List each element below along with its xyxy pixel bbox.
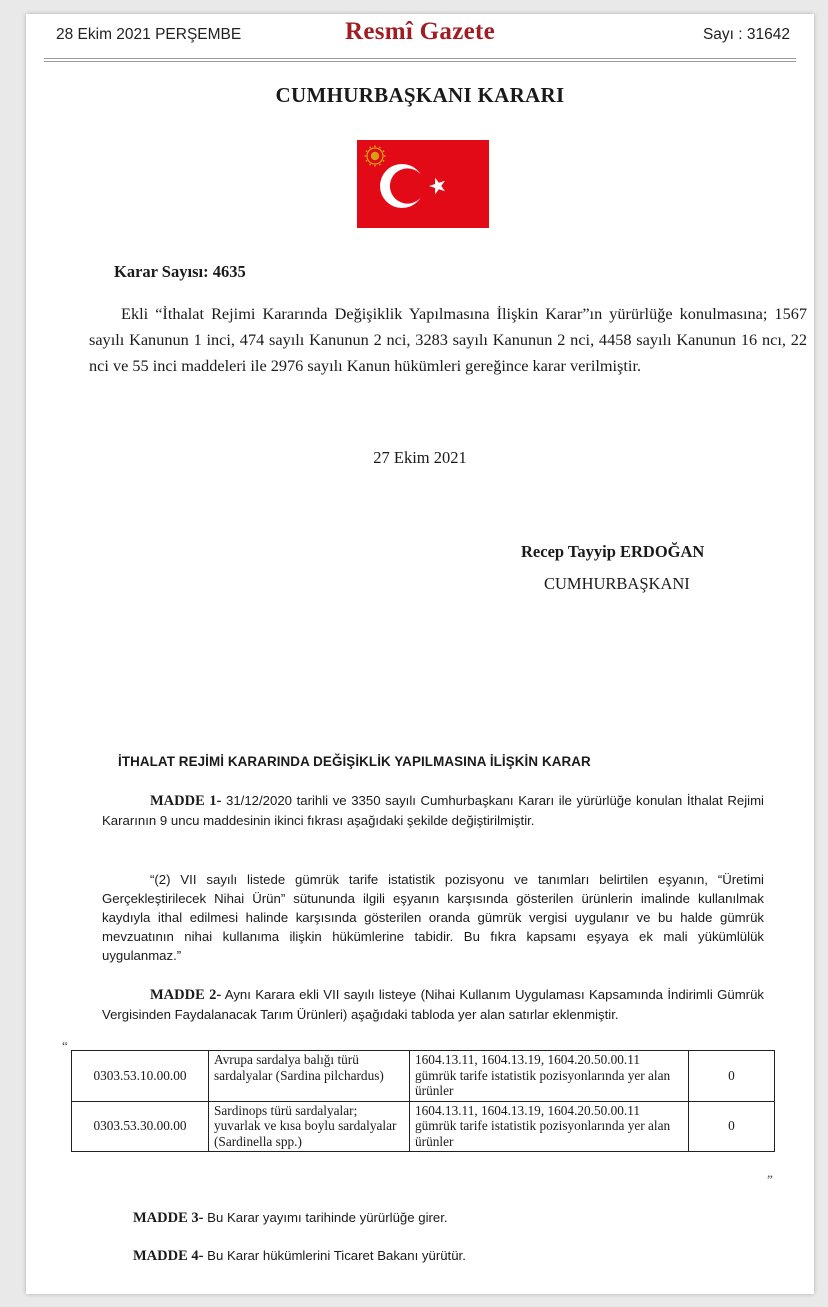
gazette-header — [26, 14, 814, 58]
turkish-flag-icon — [357, 140, 489, 228]
article-1 — [102, 791, 764, 830]
header-divider-secondary — [44, 61, 796, 62]
article-4-text: Bu Karar hükümlerini Ticaret Bakanı yürütür. — [203, 1248, 466, 1263]
signer-title: CUMHURBAŞKANI — [544, 574, 690, 593]
final-product-cell: 1604.13.11, 1604.13.19, 1604.20.50.00.11 gümrük tarife istatistik pozisyonlarında yer alan ürünler — [410, 1051, 689, 1102]
goods-description-cell: Sardinops türü sardalyalar; yuvarlak ve kısa boylu sardalyalar (Sardinella spp.) — [209, 1101, 410, 1152]
preamble-paragraph: Ekli “İthalat Rejimi Kararında Değişiklik Yapılmasına İlişkin Karar”ın yürürlüğe konulmasına; 1567 sayılı Kanunun 1 inci, 474 sayılı Kanunun 2 nci, 3283 sayılı Kanunun 2 nci, 4458 sayılı Kanunun 16 ncı, 22 nci ve 55 inci maddeleri ile 2976 sayılı Kanun hükümleri gereğince karar verilmiştir. — [89, 304, 807, 375]
signature-date: 27 Ekim 2021 — [373, 448, 467, 467]
table-quote-close: ” — [767, 1172, 773, 1187]
duty-rate-cell: 0 — [689, 1101, 775, 1152]
gazette-masthead: Resmî Gazete — [344, 18, 496, 45]
article-3-text: Bu Karar yayımı tarihinde yürürlüğe girer. — [203, 1210, 448, 1225]
duty-rate-cell: 0 — [689, 1051, 775, 1102]
signer-name: Recep Tayyip ERDOĞAN — [521, 542, 705, 561]
decision-number: Karar Sayısı: 4635 — [114, 262, 246, 281]
final-product-cell: 1604.13.11, 1604.13.19, 1604.20.50.00.11 gümrük tarife istatistik pozisyonlarında yer alan ürünler — [410, 1101, 689, 1152]
decree-title: İTHALAT REJİMİ KARARINDA DEĞİŞİKLİK YAPILMASINA İLİŞKİN KARAR — [118, 754, 591, 769]
header-date: 28 Ekim 2021 PERŞEMBE — [56, 26, 242, 43]
article-3 — [133, 1208, 773, 1228]
tariff-code-cell: 0303.53.30.00.00 — [72, 1101, 209, 1152]
article-4-label: MADDE 4- — [133, 1248, 204, 1264]
tariff-table — [71, 1050, 775, 1152]
tariff-code-cell: 0303.53.10.00.00 — [72, 1051, 209, 1102]
table-quote-open: “ — [62, 1038, 68, 1053]
article-1-label: MADDE 1- — [150, 793, 222, 809]
gazette-page — [26, 14, 814, 1294]
article-2-label: MADDE 2- — [150, 987, 222, 1003]
article-3-label: MADDE 3- — [133, 1210, 204, 1226]
document-title: CUMHURBAŞKANI KARARI — [275, 83, 565, 107]
article-4 — [133, 1246, 773, 1266]
goods-description-cell: Avrupa sardalya balığı türü sardalyalar (Sardina pilchardus) — [209, 1051, 410, 1102]
header-divider — [44, 58, 796, 59]
article-1-quote: “(2) VII sayılı listede gümrük tarife istatistik pozisyonu ve tanımları belirtilen eşyanın, “Üretimi Gerçekleştirilecek Nihai Ürün” sütununda ilgili eşyanın karşısında gösterilen ürünlerin imalinde kullanılmak kaydıyla ithal edilmesi halinde karşısında gösterilen oranda gümrük vergisi uygulanır ve bu halde gümrük mevzuatının nihai kullanıma ilişkin hükümlerine tabidir. Bu fıkra kapsamı eşyaya ek mali yükümlülük uygulanmaz.” — [102, 872, 764, 963]
article-1-text: 31/12/2020 tarihli ve 3350 sayılı Cumhurbaşkanı Kararı ile yürürlüğe konulan İthalat Rejimi Kararının 9 uncu maddesinin ikinci fıkrası aşağıdaki şekilde değiştirilmiştir. — [102, 793, 764, 828]
table-row — [72, 1051, 775, 1102]
article-2-text: Aynı Karara ekli VII sayılı listeye (Nihai Kullanım Uygulaması Kapsamında İndirimli Gümrük Vergisinden Faydalanacak Tarım Ürünleri) aşağıdaki tabloda yer alan satırlar eklenmiştir. — [102, 987, 764, 1022]
issue-number: Sayı : 31642 — [702, 26, 790, 43]
article-2 — [102, 985, 764, 1024]
table-row — [72, 1101, 775, 1152]
